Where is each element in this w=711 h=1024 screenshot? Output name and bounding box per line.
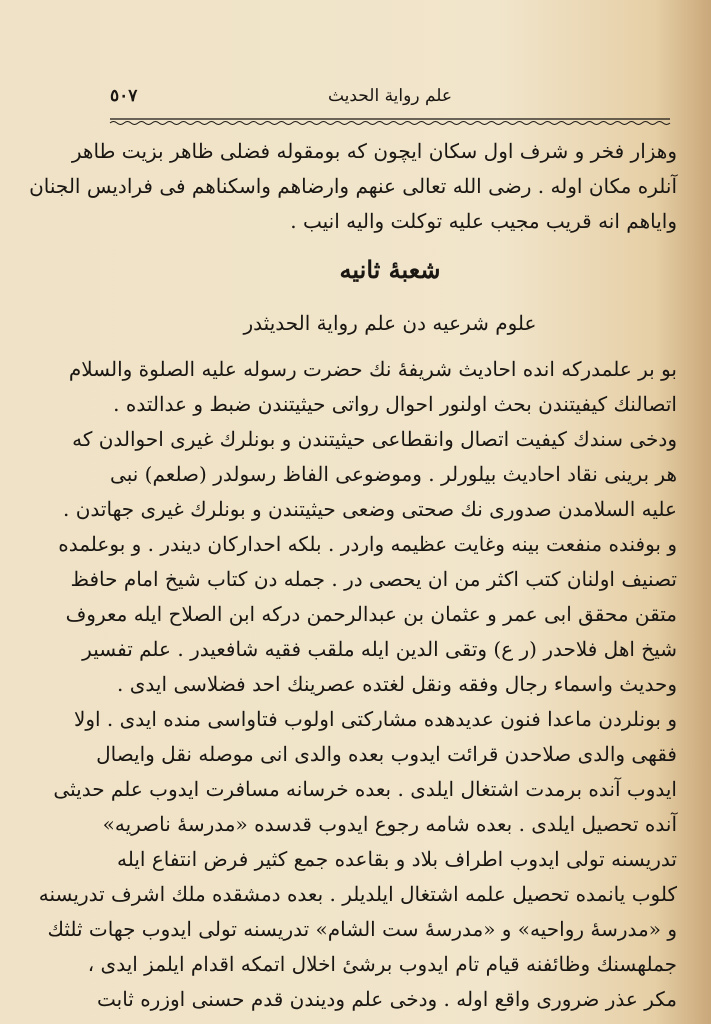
body-paragraph	[38, 352, 677, 1017]
section-heading: شعبهٔ ثانیه	[339, 255, 441, 284]
text-line: تصنیف اولنان کتب اکثر من ان یحصی در . جمله دن کتاب شیخ امام حافظ	[70, 567, 677, 591]
text-line: و بونلردن ماعدا فنون عدیدهده مشارکتی اولوب فتاواسی منده ایدی . اولا	[73, 707, 677, 731]
text-line: و «مدرسهٔ رواحیه» و «مدرسهٔ ست الشام» تدریسنه تولی ایدوب جهات ثلثك	[47, 917, 677, 941]
text-line: اتصالنك کیفیتندن بحث اولنور احوال رواتی حیثیتندن ضبط و عدالتده .	[113, 392, 677, 416]
section-subheading: علوم شرعیه دن علم روایة الحدیثدر	[243, 311, 537, 335]
text-line: و بوفنده منفعت بینه وغایت عظیمه واردر . بلکه احدارکان دیندر . و بوعلمده	[58, 532, 677, 556]
text-line: شیخ اهل فلاحدر (ر ع) وتقی الدین ایله ملقب فقیه شافعیدر . علم تفسیر	[82, 637, 677, 661]
text-line: هر برینی نقاد احادیث بیلورلر . وموضوعی الفاظ رسولدر (صلعم) نبی	[110, 462, 677, 486]
decorative-header-rule	[110, 116, 670, 126]
text-line: ودخی سندك کیفیت اتصال وانقطاعی حیثیتندن و بونلرك غیری احوالدن که	[72, 427, 677, 451]
text-line: بو بر علمدرکه انده احادیث شریفهٔ نك حضرت رسوله علیه الصلوة والسلام	[68, 357, 677, 381]
text-line: علیه السلامدن صدوری نك صحتی وضعی حیثیتندن و بونلرك غیری جهاتدن .	[63, 497, 677, 521]
text-line: وحدیث واسماء رجال وفقه ونقل لغتده عصرینك احد فضلاسی ایدی .	[117, 672, 677, 696]
text-line: متقن محقق ابی عمر و عثمان بن عبدالرحمن درکه ابن الصلاح ایله معروف	[65, 602, 677, 626]
text-line: وایاهم انه قریب مجیب علیه توکلت والیه انیب .	[290, 209, 677, 233]
intro-paragraph	[29, 134, 677, 239]
text-line: کلوب یانمده تحصیل علمه اشتغال ایلدیلر . بعده دمشقده ملك اشرف تدریسنه	[38, 882, 677, 906]
text-line: آنلره مکان اوله . رضی الله تعالی عنهم وارضاهم واسکناهم فی فرادیس الجنان	[29, 174, 677, 198]
text-line: وهزار فخر و شرف اول سکان ایچون که بومقوله فضلی ظاهر بزیت طاهر	[71, 139, 677, 163]
page-number: ٥٠٧	[110, 86, 138, 106]
text-line: فقهی والدی صلاحدن قرائت ایدوب بعده والدی انی موصله نقل وایصال	[96, 742, 677, 766]
text-line: مکر عذر ضروری واقع اوله . ودخی علم ودیندن قدم حسنی اوزره ثابت	[96, 987, 677, 1011]
page-header	[110, 86, 670, 112]
text-line: آنده تحصیل ایلدی . بعده شامه رجوع ایدوب قدسده «مدرسهٔ ناصریه»	[102, 812, 677, 836]
text-line: ایدوب آنده برمدت اشتغال ایلدی . بعده خرسانه مسافرت ایدوب علم حدیثی	[53, 777, 677, 801]
text-line: جملهسنك وظائفنه قیام تام ایدوب برشیٔ اخلال اتمکه اقدام ایلمز ایدی ،	[87, 952, 677, 976]
text-line: تدریسنه تولی ایدوب اطراف بلاد و بقاعده جمع کثیر فرض انتفاع ایله	[117, 847, 677, 871]
running-title: علم روایة الحدیث	[327, 86, 453, 106]
